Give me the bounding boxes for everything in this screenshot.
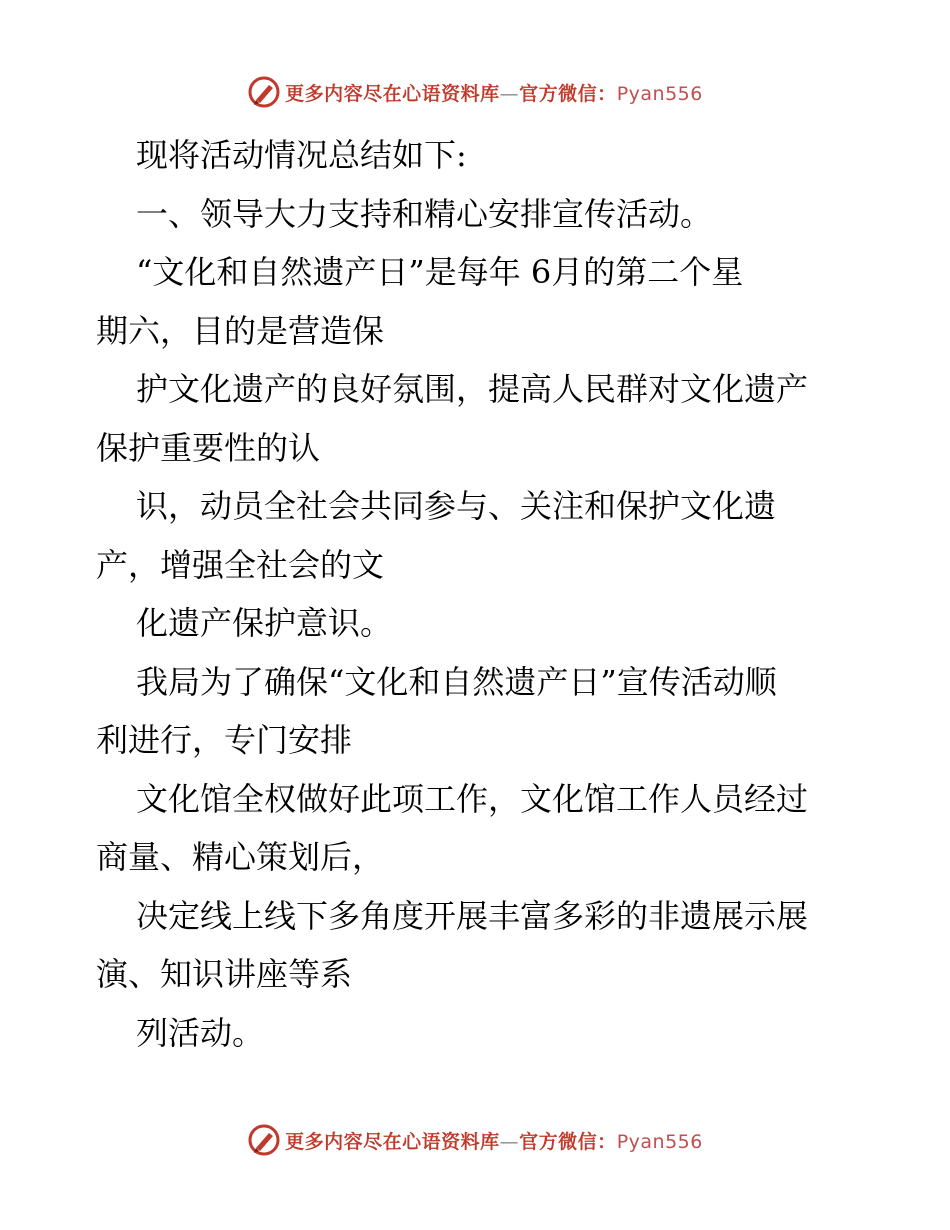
banner-dash: — xyxy=(499,1130,520,1153)
banner-wechat-id: Pyan556 xyxy=(616,82,703,105)
paragraph-line: 保护重要性的认 xyxy=(96,428,321,467)
paragraph-line: 决定线上线下多角度开展丰富多彩的非遗展示展 xyxy=(136,896,809,935)
footer-banner xyxy=(0,1120,950,1160)
paragraph-line: 期六，目的是营造保 xyxy=(96,311,385,350)
banner-main-text: 更多内容尽在心语资料库 xyxy=(285,82,500,105)
banner-text xyxy=(285,1127,703,1154)
pen-logo-icon xyxy=(247,75,281,109)
heading-line: 一、领导大力支持和精心安排宣传活动。 xyxy=(136,194,713,233)
paragraph-line: 商量、精心策划后， xyxy=(96,838,385,876)
banner-official-text: 官方微信： xyxy=(519,1130,617,1153)
paragraph-line: 化遗产保护意识。 xyxy=(136,604,393,642)
paragraph-line: 演、知识讲座等系 xyxy=(96,955,353,993)
banner-official-text: 官方微信： xyxy=(519,82,617,105)
paragraph-line: 列活动。 xyxy=(136,1013,265,1052)
document-body xyxy=(96,126,876,1062)
banner-text xyxy=(285,79,703,106)
banner-wechat-id: Pyan556 xyxy=(616,1130,703,1153)
paragraph-line: 利进行，专门安排 xyxy=(96,721,353,759)
paragraph-line: “文化和自然遗产日”是每年 6月的第二个星 xyxy=(136,253,744,291)
header-banner xyxy=(0,72,950,112)
banner-dash: — xyxy=(499,82,520,105)
paragraph-line: 识，动员全社会共同参与、关注和保护文化遗 xyxy=(136,487,777,525)
paragraph-line: 护文化遗产的良好氛围，提高人民群对文化遗产 xyxy=(136,370,809,408)
paragraph-line: 产，增强全社会的文 xyxy=(96,545,385,584)
banner-main-text: 更多内容尽在心语资料库 xyxy=(285,1130,500,1153)
paragraph-line: 我局为了确保“文化和自然遗产日”宣传活动顺 xyxy=(136,662,777,701)
paragraph-line: 现将活动情况总结如下: xyxy=(136,136,467,174)
pen-logo-icon xyxy=(247,1123,281,1157)
paragraph-line: 文化馆全权做好此项工作，文化馆工作人员经过 xyxy=(136,779,809,818)
